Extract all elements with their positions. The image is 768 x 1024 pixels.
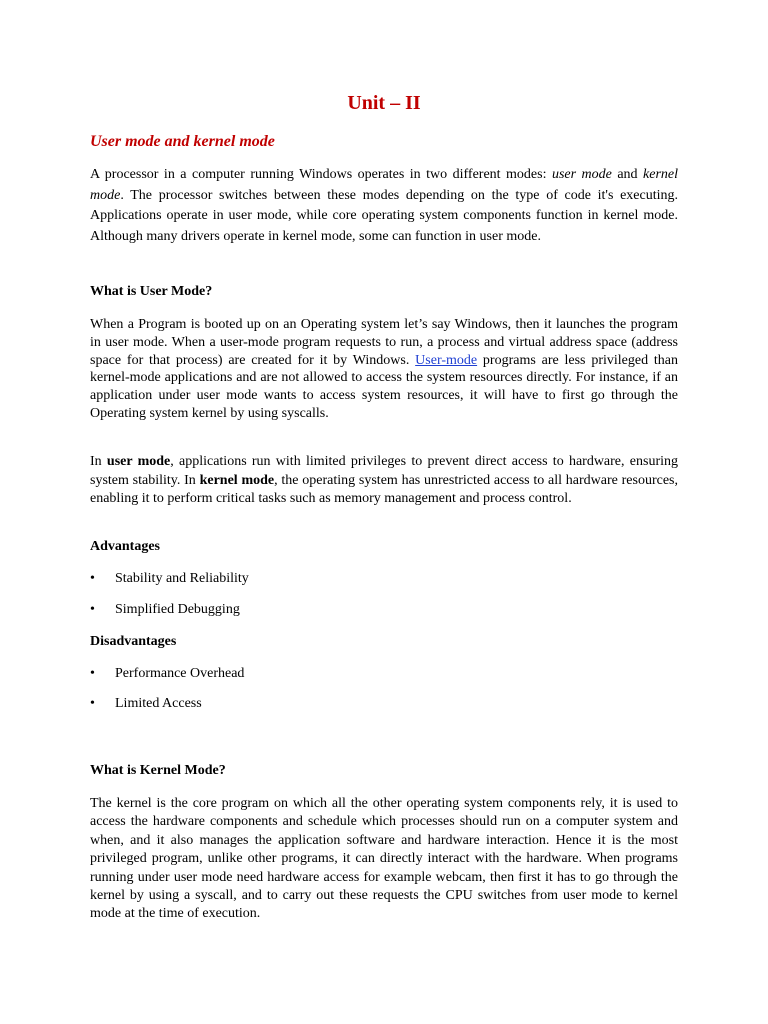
section-heading: User mode and kernel mode bbox=[90, 133, 275, 150]
advantage-item: Stability and Reliability bbox=[115, 571, 249, 586]
modes-text-3: , the operating system has unrestricted access to all hardware resources, enabling it to perform critical tasks such as memory management and process control. bbox=[90, 472, 679, 507]
modes-text-1: In bbox=[90, 454, 107, 469]
page-title: Unit – II bbox=[347, 92, 421, 114]
advantages-heading: Advantages bbox=[90, 539, 161, 554]
kernel-mode-heading: What is Kernel Mode? bbox=[90, 763, 226, 778]
user-mode-link[interactable]: User-mode bbox=[415, 352, 478, 368]
bullet-icon: • bbox=[90, 602, 95, 617]
advantage-item: Simplified Debugging bbox=[115, 602, 240, 617]
kernel-mode-paragraph: The kernel is the core program on which all the other operating system components rely, it is used to access the hardware components and schedule which processes should run on a computer system and when, and it also manages the application software and hardware interaction. Hence it is the most privileged program, unlike other programs, it can directly interact with the hardware. When programs running under user mode need hardware access for example webcam, then first it has to go through the kernel by using a syscall, and to carry out these requests the CPU switches from user mode to kernel mode at the time of execution. bbox=[90, 796, 678, 922]
bullet-icon: • bbox=[90, 696, 95, 711]
modes-bold-user-mode: user mode bbox=[106, 454, 171, 469]
bullet-icon: • bbox=[90, 666, 95, 681]
disadvantage-item: Limited Access bbox=[115, 696, 202, 711]
disadvantages-heading: Disadvantages bbox=[90, 634, 177, 649]
intro-text-2: and bbox=[611, 167, 644, 182]
modes-bold-kernel-mode: kernel mode bbox=[199, 472, 275, 488]
user-mode-heading: What is User Mode? bbox=[90, 284, 213, 299]
intro-text-3: . The processor switches between these modes depending on the type of code it's executing. Applications operate in user mode, while core operating system components function in kernel mode. Although many drivers operate in kernel mode, some can function in user mode. bbox=[90, 187, 678, 244]
user-mode-text-1: When a Program is booted up on an Operating system let’s say Windows, then it launches the program in user mode. When a user-mode program requests to run, a process and virtual address space (address space for that process) are created for it by Windows. bbox=[90, 317, 678, 368]
intro-text-1: A processor in a computer running Windows operates in two different modes: bbox=[90, 167, 552, 182]
disadvantage-item: Performance Overhead bbox=[115, 666, 245, 681]
user-mode-text-2: programs are less privileged than kernel-mode applications and are not allowed to access the system resources directly. For instance, if an application under user mode wants to access system resources, it will have to first go through the Operating system kernel by using syscalls. bbox=[90, 352, 679, 421]
modes-paragraph bbox=[90, 453, 678, 509]
user-mode-paragraph bbox=[90, 316, 678, 423]
intro-emphasis-kernel-mode: kernel mode bbox=[90, 167, 679, 203]
bullet-icon: • bbox=[90, 571, 95, 586]
intro-emphasis-user-mode: user mode bbox=[551, 167, 612, 182]
modes-text-2: , applications run with limited privileges to prevent direct access to hardware, ensuring system stability. In bbox=[90, 454, 678, 488]
intro-paragraph bbox=[90, 165, 678, 247]
